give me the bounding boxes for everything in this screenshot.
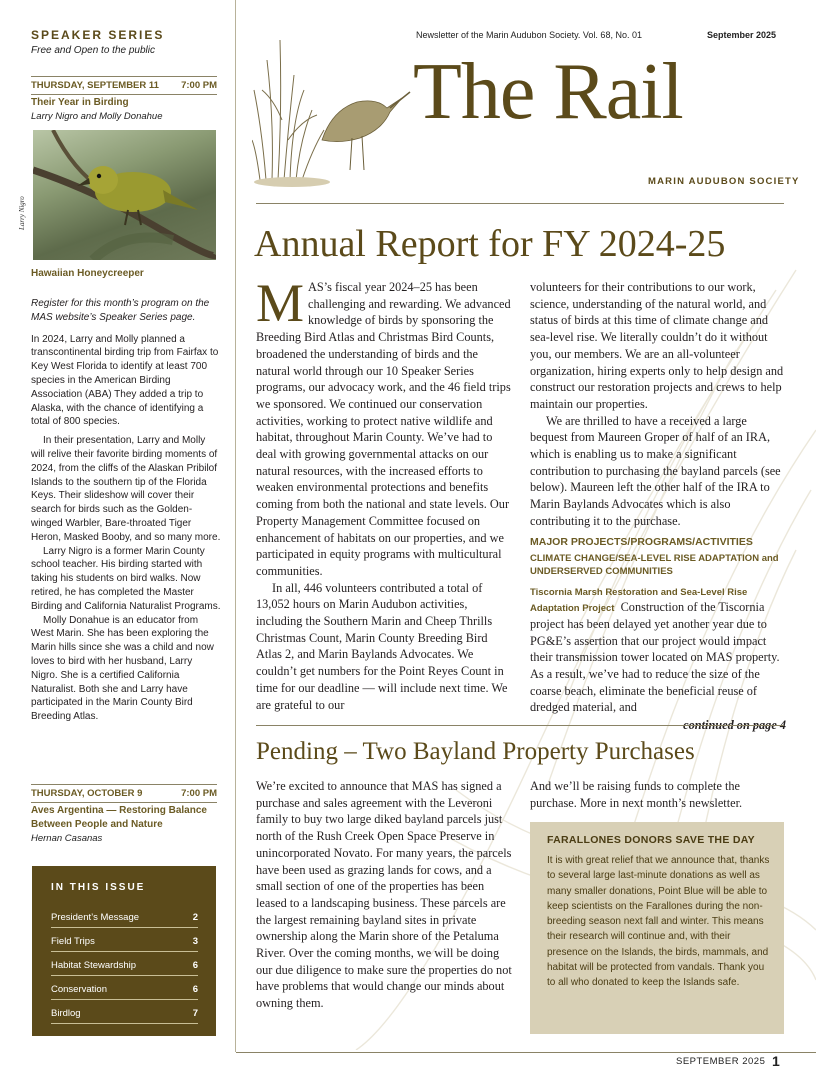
toc-label: Habitat Stewardship: [51, 960, 137, 971]
farallones-title: FARALLONES DONORS SAVE THE DAY: [547, 834, 755, 846]
event1-para-2: In their presentation, Larry and Molly will relive their favorite birding moments of 2024, from the cliffs of the Alaskan Pribilof Islands to the southern tip of the Florida Keys. Their slideshow will cover their search for birds such as the Golden-winged Warbler, Bare-throated Tiger Heron, Masked Booby, and so many more.: [31, 435, 221, 543]
project-heading: Tiscornia Marsh Restoration and Sea-Level Rise Adaptation Project: [530, 586, 748, 615]
masthead-divider: [256, 203, 784, 204]
article1-column-1: [256, 273, 514, 713]
event2-speakers: Hernan Casanas: [31, 833, 103, 844]
page-number: 1: [772, 1053, 780, 1069]
register-note: Register for this month’s program on the MAS website’s Speaker Series page.: [31, 298, 210, 323]
event1-title: Their Year in Birding: [31, 97, 129, 108]
article2-headline: Pending – Two Bayland Property Purchases: [256, 738, 695, 765]
speaker-series-subtitle: Free and Open to the public: [31, 45, 155, 56]
event2-datebar: [31, 784, 217, 803]
event1-para-4: Molly Donahue is an educator from West Marin. She has been exploring the Marin hills since she was a child and now loves to bird with her husband, Larry Nigro. She is a certified California Naturalist. Both she and Larry have participated in the Marin County Bird Breeding Atlas.: [31, 614, 214, 723]
article1-para-4: We are thrilled to have a received a large bequest from Maureen Groper of half of an IRA, which is enabling us to make a significant contribution to purchasing the bayland parcels (see below). Maureen left the other half of the IRA to Marin Baylands Advocates which is also contributing it to the purchase.: [530, 413, 781, 528]
farallones-text: It is with great relief that we announce that, thanks to several large last-minute donations as well as many smaller donations, Point Blue will be able to keep scientists on the Farallones during the non-breeding season next fall and winter. This means their research will continue and, with their presence on the Islands, the birds, mammals, and habitat will be protected from vandals. Thank you to all who donated to keep the Islands safe.: [547, 855, 770, 989]
event2-title: Aves Argentina — Restoring Balance Between People and Nature: [31, 805, 207, 830]
sidebar: [0, 0, 236, 1052]
bird-illustration: [33, 130, 216, 260]
event2-day: THURSDAY, OCTOBER 9: [31, 788, 143, 799]
article2-para-1: We’re excited to announce that MAS has signed a purchase and sales agreement with the Leveroni family to buy two large diked bayland parcels just north of the Rush Creek Open Space Preserve in unincorporated Novato. For many years, the parcels have been used as grazing lands for cows, and a small section of one of the properties has been leased to a landscaping business. These parcels are the largest remaining bayland sites in private ownership along the Marin shore of the Petaluma River. Over the coming months, we will be doing our due diligence to make sure the properties do not have problems that would change our minds about owning them.: [256, 779, 512, 1011]
footer-divider: [236, 1052, 816, 1053]
toc-page: 2: [192, 912, 198, 923]
organization-name: MARIN AUDUBON SOCIETY: [648, 176, 800, 187]
speaker-series-title: SPEAKER SERIES: [31, 28, 165, 42]
in-this-issue-box: [32, 866, 216, 1036]
event1-para-3: Larry Nigro is a former Marin County school teacher. His birding started with taking his students on bird walks. Now retired, he has completed the Master Birding and California Naturalist Programs.: [31, 545, 221, 612]
in-this-issue-title: IN THIS ISSUE: [51, 882, 146, 893]
toc-label: Conservation: [51, 984, 107, 995]
event1-speakers: Larry Nigro and Molly Donahue: [31, 111, 163, 122]
event1-description: [31, 297, 221, 724]
event1-para-1: In 2024, Larry and Molly planned a transcontinental birding trip from Fairfax to Key West Florida to identify at least 700 species in the American Birding Association (ABA) They added a trip to Alaska, with the chance of identifying a total of 800 species.: [31, 333, 219, 428]
rail-bird-logo-icon: [252, 20, 412, 190]
article-divider: [256, 725, 784, 726]
footer-date: SEPTEMBER 2025: [676, 1056, 766, 1067]
toc-label: Field Trips: [51, 936, 95, 947]
toc-item[interactable]: [51, 904, 198, 928]
toc-page: 6: [192, 960, 198, 971]
article1-headline: Annual Report for FY 2024-25: [254, 223, 726, 265]
honeycreeper-photo: [33, 130, 216, 260]
event1-datebar: [31, 76, 217, 95]
article2-column-2: [530, 778, 786, 811]
dropcap: M: [256, 273, 305, 333]
photo-caption: Hawaiian Honeycreeper: [31, 268, 144, 279]
article1-column-2: [530, 279, 786, 734]
newsletter-line: Newsletter of the Marin Audubon Society. Vol. 68, No. 01: [416, 30, 642, 40]
article1-para-3: volunteers for their contributions to our work, science, understanding of the natural world, and status of birds at this time of climate change and sea-level rise. We literally couldn’t do it without you, our members. We are an all-volunteer organization, hiring experts only to help design and construct our restoration projects and crews to help maintain our properties.: [530, 280, 784, 411]
toc-item[interactable]: [51, 952, 198, 976]
farallones-box: [530, 822, 784, 1034]
article2-para-2: And we’ll be raising funds to complete the purchase. More in next month’s newsletter.: [530, 779, 743, 810]
toc-item[interactable]: [51, 976, 198, 1000]
issue-date: September 2025: [707, 30, 777, 40]
article1-para-2: In all, 446 volunteers contributed a total of 13,052 hours on Marin Audubon activities, including the Southern Marin and Cheep Thrills Christmas Count, Marin County Breeding Bird Atlas 2, and Marin Baylands Advocates. We couldn’t get numbers for the Point Reyes Count in time for our deadline — will include next time. We are grateful to our: [256, 580, 508, 712]
continued-link[interactable]: continued on page 4: [683, 718, 786, 733]
toc-label: President’s Message: [51, 912, 140, 923]
toc-page: 7: [192, 1008, 198, 1019]
event1-time: 7:00 PM: [181, 80, 217, 91]
section-heading: MAJOR PROJECTS/PROGRAMS/ACTIVITIES: [530, 535, 753, 548]
article2-column-1: [256, 778, 514, 1012]
newsletter-title: The Rail: [413, 48, 683, 136]
event1-day: THURSDAY, SEPTEMBER 11: [31, 80, 159, 91]
toc-item[interactable]: [51, 1000, 198, 1024]
toc-label: Birdlog: [51, 1008, 81, 1019]
toc-page: 3: [192, 936, 198, 947]
photo-credit: Larry Nigro: [18, 196, 26, 230]
article1-para-1: AS’s fiscal year 2024–25 has been challenging and rewarding. We advanced knowledge of birds by sponsoring the Breeding Bird Atlas and Christmas Bird Counts, broadened the understanding of birds and the natural world through our 10 Speaker Series programs, our advocacy work, and the 46 field trips we sponsored. We continued our conservation activities, working to protect native wildlife and habitat, throughout Marin County. We’ve had to deal with growing governmental attacks on our natural resources, with the increased efforts to weaken environmental protections and benefits coming from both the national and state levels. Our Property Management Committee focused on enhancement of habitats on our properties, and we participated in equity programs with multicultural communities.: [256, 280, 511, 578]
section-subheading: CLIMATE CHANGE/SEA-LEVEL RISE ADAPTATION and UNDERSERVED COMMUNITIES: [530, 552, 779, 577]
toc-page: 6: [192, 984, 198, 995]
article1-para-5: Construction of the Tiscornia project has been delayed yet another year due to PG&E’s assertion that our project would impact their transmission tower located on MAS property. As a result, we’ve had to reduce the size of the coarse beach, eliminate the beneficial reuse of dredged material, and: [530, 600, 780, 715]
toc-item[interactable]: [51, 928, 198, 952]
event2-time: 7:00 PM: [181, 788, 217, 799]
